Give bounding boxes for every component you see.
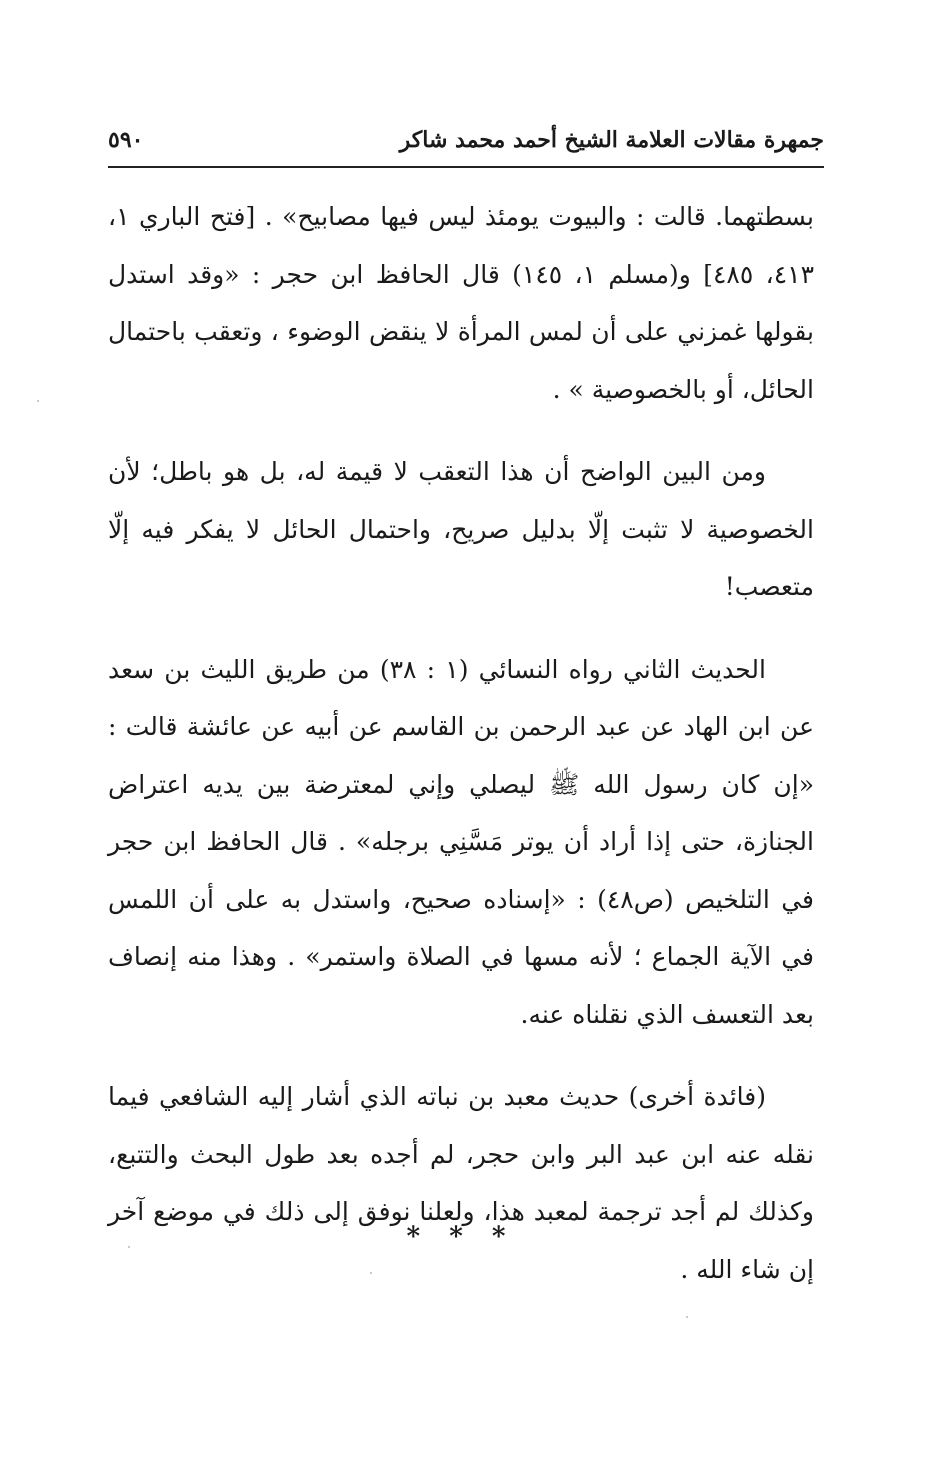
body-text <box>108 188 814 1323</box>
header-rule <box>108 166 824 168</box>
page-number: ٥٩٠ <box>108 127 144 153</box>
paragraph-2: ومن البين الواضح أن هذا التعقب لا قيمة له، بل هو باطل؛ لأن الخصوصية لا تثبت إلّا بدليل صريح، واحتمال الحائل لا يفكر فيه إلّا متعصب! <box>108 457 814 601</box>
page-header <box>108 118 824 162</box>
scan-speck <box>128 1246 130 1248</box>
paragraph-4: (فائدة أخرى) حديث معبد بن نباته الذي أشار إليه الشافعي فيما نقله عنه ابن عبد البر وابن حجر، لم أجده بعد طول البحث والتتبع، وكذلك لم أجد ترجمة لمعبد هذا، ولعلنا نوفق إلى ذلك في موضع آخر إن شاء الله . <box>108 1082 814 1284</box>
paragraph-1: بسطتهما. قالت : والبيوت يومئذ ليس فيها مصابيح» . [فتح الباري ١، ٤١٣، ٤٨٥] و(مسلم ١، ١٤٥) قال الحافظ ابن حجر : «وقد استدل بقولها غمزني على أن لمس المرأة لا ينقض الوضوء ، وتعقب باحتمال الحائل، أو بالخصوصية » . <box>108 202 815 404</box>
scan-speck <box>37 400 39 402</box>
scan-speck <box>686 1316 688 1318</box>
running-title: جمهرة مقالات العلامة الشيخ أحمد محمد شاكر <box>399 127 824 153</box>
scan-speck <box>370 1272 372 1274</box>
section-separator: * * * <box>406 1222 516 1252</box>
paragraph-3: الحديث الثاني رواه النسائي (١ : ٣٨) من طريق الليث بن سعد عن ابن الهاد عن عبد الرحمن بن القاسم عن أبيه عن عائشة قالت : «إن كان رسول الله ﷺ ليصلي وإني لمعترضة بين يديه اعتراض الجنازة، حتى إذا أراد أن يوتر مَسَّنِي برجله» . قال الحافظ ابن حجر في التلخيص (ص٤٨) : «إسناده صحيح، واستدل به على أن اللمس في الآية الجماع ؛ لأنه مسها في الصلاة واستمر» . وهذا منه إنصاف بعد التعسف الذي نقلناه عنه. <box>108 654 814 1029</box>
